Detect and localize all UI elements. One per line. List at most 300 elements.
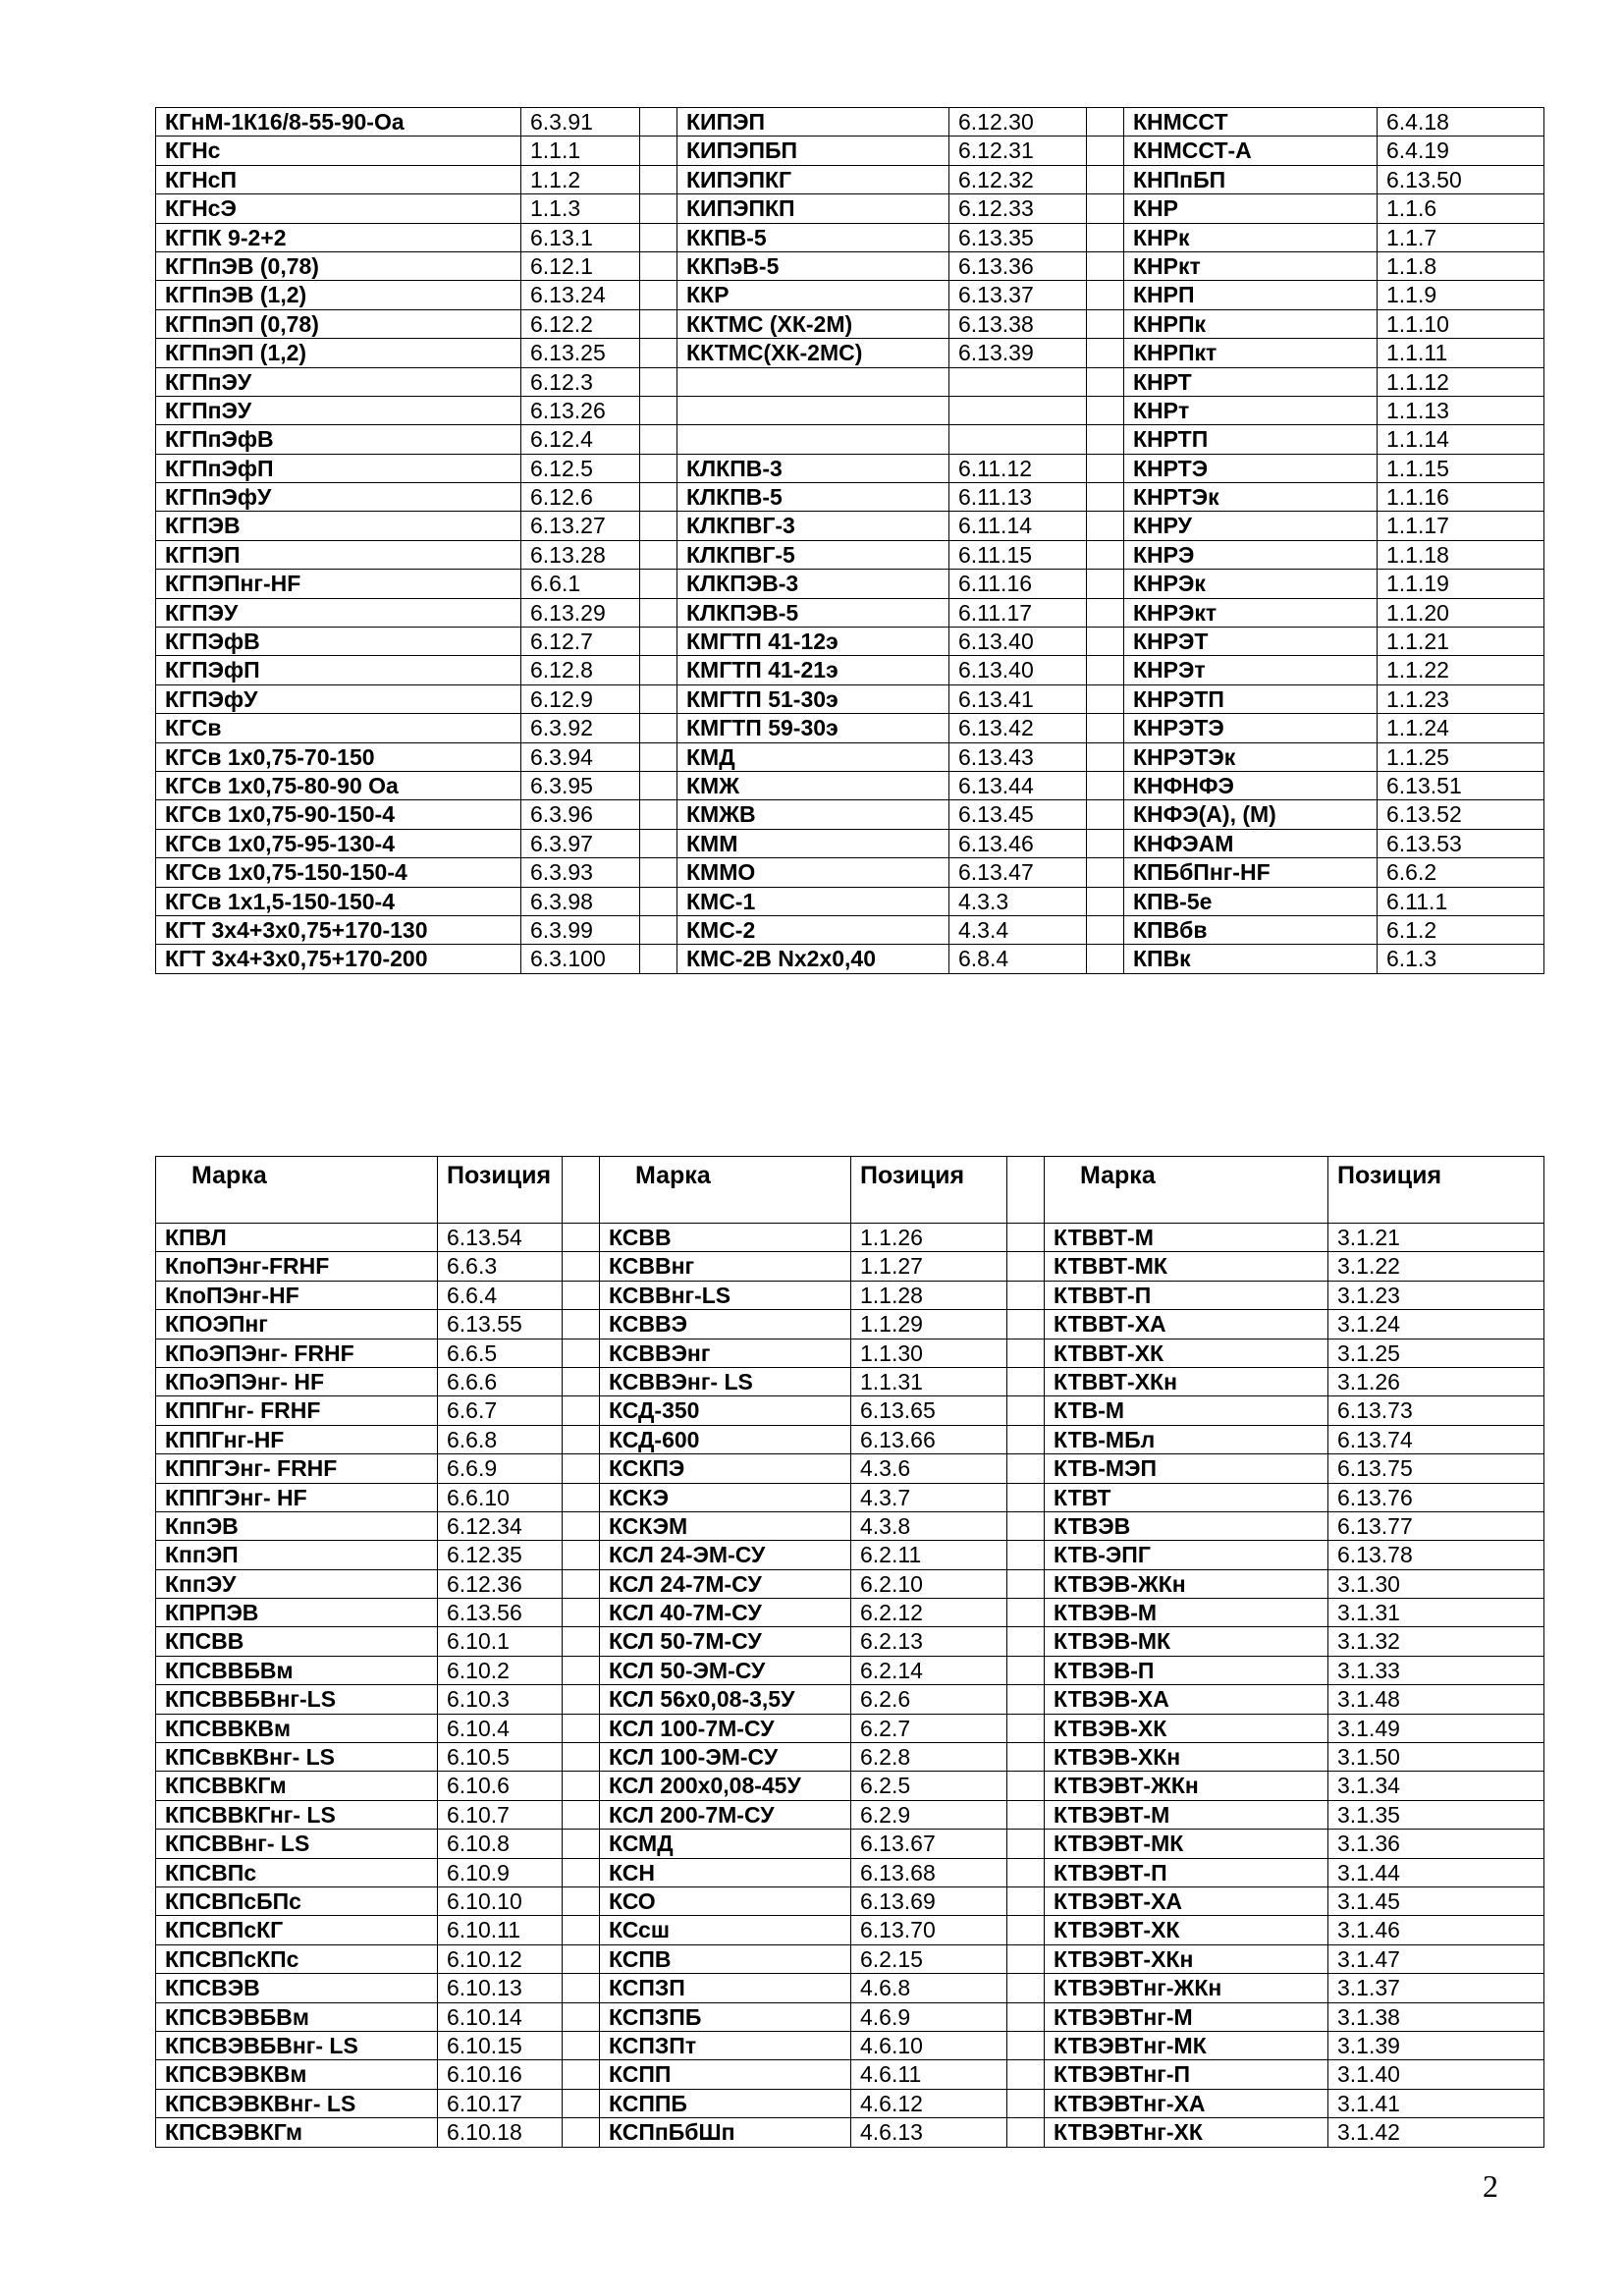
spacer-cell: [1087, 656, 1124, 684]
table-row: [156, 483, 1544, 512]
mark-cell: КСЛ 100-ЭМ-СУ: [600, 1743, 851, 1772]
mark-cell: КПСВВнг- LS: [156, 1830, 438, 1858]
spacer-cell: [563, 1656, 600, 1684]
spacer-cell: [640, 367, 677, 396]
table-row: [156, 656, 1544, 684]
mark-cell: КТВЭВТнг-ХА: [1045, 2089, 1328, 2117]
spacer-cell: [1007, 1511, 1045, 1540]
mark-cell: КГНс: [156, 137, 521, 165]
mark-cell: КНФЭ(А), (М): [1124, 800, 1378, 829]
mark-cell: КИПЭП: [677, 108, 949, 137]
header-mark-3: Марка: [1045, 1157, 1328, 1224]
spacer-cell: [1087, 309, 1124, 338]
spacer-cell: [1087, 829, 1124, 857]
position-cell: 6.6.7: [438, 1396, 563, 1425]
spacer-cell: [1007, 1599, 1045, 1627]
mark-cell: КГПЭПнг-HF: [156, 570, 521, 598]
position-cell: 6.11.17: [949, 598, 1087, 627]
position-cell: 3.1.21: [1328, 1224, 1544, 1252]
mark-cell: КНРТ: [1124, 367, 1378, 396]
mark-cell: КТВЭВТнг-МК: [1045, 2031, 1328, 2059]
mark-cell: КНРТЭ: [1124, 454, 1378, 482]
position-cell: 6.13.65: [851, 1396, 1007, 1425]
table-row: [156, 1886, 1544, 1915]
table-row: [156, 281, 1544, 309]
mark-cell: КППГЭнг- FRHF: [156, 1454, 438, 1483]
position-cell: 4.3.3: [949, 887, 1087, 915]
mark-cell: КпоПЭнг-HF: [156, 1281, 438, 1309]
position-cell: 1.1.27: [851, 1252, 1007, 1281]
position-cell: 6.3.94: [521, 742, 640, 771]
table-row: [156, 2002, 1544, 2031]
mark-cell: КНРЭ: [1124, 540, 1378, 569]
position-cell: 6.13.42: [949, 714, 1087, 742]
spacer-cell: [1007, 1541, 1045, 1569]
position-cell: 6.10.2: [438, 1656, 563, 1684]
spacer-cell: [1007, 1252, 1045, 1281]
spacer-cell: [640, 915, 677, 944]
table-row: [156, 887, 1544, 915]
mark-cell: КТВЭВ-ХК: [1045, 1714, 1328, 1742]
position-cell: 4.6.9: [851, 2002, 1007, 2031]
spacer-cell: [563, 1627, 600, 1656]
mark-cell: КЛКПВ-5: [677, 483, 949, 512]
spacer-cell: [563, 1974, 600, 2002]
mark-cell: КИПЭПКП: [677, 194, 949, 223]
mark-cell: КМС-2: [677, 915, 949, 944]
table-row: [156, 2118, 1544, 2147]
position-cell: 6.1.3: [1378, 945, 1544, 973]
table-row: [156, 1916, 1544, 1944]
table-row: [156, 1541, 1544, 1569]
position-cell: 6.6.3: [438, 1252, 563, 1281]
spacer-cell: [640, 800, 677, 829]
mark-cell: КТВВТ-ХА: [1045, 1310, 1328, 1339]
mark-cell: КППГЭнг- HF: [156, 1483, 438, 1511]
mark-cell: КСПЗПБ: [600, 2002, 851, 2031]
position-cell: 6.12.35: [438, 1541, 563, 1569]
mark-cell: КГПЭУ: [156, 598, 521, 627]
header-mark-1: Марка: [156, 1157, 438, 1224]
position-cell: 6.6.4: [438, 1281, 563, 1309]
mark-cell: КСсш: [600, 1916, 851, 1944]
position-cell: 4.3.4: [949, 915, 1087, 944]
position-cell: 3.1.31: [1328, 1599, 1544, 1627]
spacer-cell: [1007, 1396, 1045, 1425]
spacer-cell: [640, 656, 677, 684]
position-cell: 6.13.46: [949, 829, 1087, 857]
position-cell: 6.2.12: [851, 1599, 1007, 1627]
spacer-cell: [640, 714, 677, 742]
table-row: [156, 1483, 1544, 1511]
mark-cell: КНРПк: [1124, 309, 1378, 338]
spacer-cell: [1087, 742, 1124, 771]
table-row: [156, 1830, 1544, 1858]
spacer-cell: [563, 1367, 600, 1395]
position-cell: 4.6.12: [851, 2089, 1007, 2117]
table-row: [156, 1310, 1544, 1339]
mark-cell: КГПпЭфП: [156, 454, 521, 482]
mark-cell: КппЭВ: [156, 1511, 438, 1540]
spacer-cell: [1007, 1743, 1045, 1772]
mark-cell: КГПпЭфУ: [156, 483, 521, 512]
position-cell: 1.1.20: [1378, 598, 1544, 627]
position-cell: 1.1.3: [521, 194, 640, 223]
position-cell: 6.13.47: [949, 858, 1087, 887]
position-cell: 6.6.10: [438, 1483, 563, 1511]
mark-cell: КМГТП 41-21э: [677, 656, 949, 684]
position-cell: 3.1.49: [1328, 1714, 1544, 1742]
position-cell: 6.10.5: [438, 1743, 563, 1772]
position-cell: 6.6.8: [438, 1425, 563, 1453]
position-cell: 1.1.6: [1378, 194, 1544, 223]
table-row: [156, 829, 1544, 857]
mark-cell: КГПпЭВ (1,2): [156, 281, 521, 309]
spacer-cell: [563, 1425, 600, 1453]
position-cell: 6.12.7: [521, 628, 640, 656]
position-cell: 3.1.46: [1328, 1916, 1544, 1944]
spacer-cell: [1007, 1339, 1045, 1367]
spacer-cell: [563, 1281, 600, 1309]
mark-cell: КПСВВКВм: [156, 1714, 438, 1742]
position-cell: 6.13.35: [949, 223, 1087, 251]
mark-cell: КНРП: [1124, 281, 1378, 309]
mark-cell: КТВ-М: [1045, 1396, 1328, 1425]
position-cell: 6.12.6: [521, 483, 640, 512]
mark-cell: КСМД: [600, 1830, 851, 1858]
spacer-cell: [1087, 137, 1124, 165]
mark-cell: КГПпЭП (1,2): [156, 339, 521, 367]
position-cell: 6.6.2: [1378, 858, 1544, 887]
position-cell: 6.13.37: [949, 281, 1087, 309]
spacer-cell: [1087, 887, 1124, 915]
spacer-cell: [640, 281, 677, 309]
spacer-cell: [1007, 2089, 1045, 2117]
mark-cell: КСЛ 100-7М-СУ: [600, 1714, 851, 1742]
position-cell: 6.2.14: [851, 1656, 1007, 1684]
spacer-cell: [563, 1858, 600, 1886]
spacer-cell: [563, 1511, 600, 1540]
mark-cell: КПоЭПЭнг- HF: [156, 1367, 438, 1395]
position-cell: 6.12.8: [521, 656, 640, 684]
mark-cell: КНФЭАМ: [1124, 829, 1378, 857]
spacer-cell: [640, 454, 677, 482]
mark-cell: КПСВПсКПс: [156, 1944, 438, 1973]
mark-cell: КпоПЭнг-FRHF: [156, 1252, 438, 1281]
mark-cell: КГТ 3х4+3х0,75+170-130: [156, 915, 521, 944]
mark-cell: КТВЭВ-ХКн: [1045, 1743, 1328, 1772]
mark-cell: КПБбПнг-HF: [1124, 858, 1378, 887]
mark-cell: КТВЭВТ-ХКн: [1045, 1944, 1328, 1973]
mark-cell: КПОЭПнг: [156, 1310, 438, 1339]
table-row: [156, 742, 1544, 771]
position-cell: 6.13.24: [521, 281, 640, 309]
position-cell: 6.4.18: [1378, 108, 1544, 137]
mark-cell: КЛКПВГ-3: [677, 512, 949, 540]
spacer-cell: [1087, 714, 1124, 742]
position-cell: 6.10.12: [438, 1944, 563, 1973]
mark-cell: КПСВЭВБВнг- LS: [156, 2031, 438, 2059]
position-cell: 1.1.9: [1378, 281, 1544, 309]
mark-cell: КТВВТ-П: [1045, 1281, 1328, 1309]
mark-cell: КГПК 9-2+2: [156, 223, 521, 251]
mark-cell: КНРЭТЭк: [1124, 742, 1378, 771]
spacer-cell: [1007, 1886, 1045, 1915]
spacer-cell: [1007, 1656, 1045, 1684]
spacer-cell: [1007, 1916, 1045, 1944]
mark-cell: КНРЭк: [1124, 570, 1378, 598]
spacer-cell: [1007, 1425, 1045, 1453]
table-row: [156, 2031, 1544, 2059]
mark-cell: КСВВЭнг: [600, 1339, 851, 1367]
position-cell: 6.11.1: [1378, 887, 1544, 915]
mark-cell: ККПэВ-5: [677, 251, 949, 280]
position-cell: 4.3.7: [851, 1483, 1007, 1511]
position-cell: 6.12.32: [949, 165, 1087, 193]
mark-cell: КСВВЭ: [600, 1310, 851, 1339]
spacer-cell: [1007, 1367, 1045, 1395]
spacer-cell: [640, 829, 677, 857]
spacer-cell: [563, 1916, 600, 1944]
spacer-cell: [640, 108, 677, 137]
position-cell: 1.1.11: [1378, 339, 1544, 367]
mark-cell: КТВЭВТ-ЖКн: [1045, 1772, 1328, 1800]
table-row: [156, 1627, 1544, 1656]
spacer-cell: [640, 598, 677, 627]
mark-cell: КНР: [1124, 194, 1378, 223]
position-cell: 4.6.8: [851, 1974, 1007, 2002]
spacer-cell: [563, 1310, 600, 1339]
mark-cell: КСКЭ: [600, 1483, 851, 1511]
position-cell: 6.13.75: [1328, 1454, 1544, 1483]
position-cell: 6.12.2: [521, 309, 640, 338]
position-cell: 3.1.25: [1328, 1339, 1544, 1367]
mark-cell: КПоЭПЭнг- FRHF: [156, 1339, 438, 1367]
position-cell: 6.10.3: [438, 1685, 563, 1714]
position-cell: 6.13.56: [438, 1599, 563, 1627]
mark-cell: КПВбв: [1124, 915, 1378, 944]
mark-cell: КМС-1: [677, 887, 949, 915]
position-cell: 6.13.50: [1378, 165, 1544, 193]
spacer-cell: [1087, 339, 1124, 367]
table-row: [156, 1599, 1544, 1627]
mark-cell: КПСВВКГм: [156, 1772, 438, 1800]
spacer-cell: [1087, 512, 1124, 540]
mark-cell: ККТМС(ХК-2МС): [677, 339, 949, 367]
position-cell: 4.6.10: [851, 2031, 1007, 2059]
mark-cell: КГСв 1х1,5-150-150-4: [156, 887, 521, 915]
position-cell: 6.11.14: [949, 512, 1087, 540]
spacer-cell: [563, 1886, 600, 1915]
mark-cell: КСПЗП: [600, 1974, 851, 2002]
spacer-cell: [1087, 425, 1124, 454]
mark-cell: КСПП: [600, 2060, 851, 2089]
table-row: [156, 309, 1544, 338]
mark-cell: КММ: [677, 829, 949, 857]
position-cell: 1.1.17: [1378, 512, 1544, 540]
spacer-cell: [563, 1685, 600, 1714]
spacer-cell: [1007, 2060, 1045, 2089]
mark-cell: КПСВЭВКГм: [156, 2118, 438, 2147]
position-cell: 6.3.99: [521, 915, 640, 944]
position-cell: 6.13.27: [521, 512, 640, 540]
table-row: [156, 858, 1544, 887]
position-cell: 6.13.69: [851, 1886, 1007, 1915]
position-cell: [949, 425, 1087, 454]
position-cell: 6.12.5: [521, 454, 640, 482]
position-cell: 3.1.48: [1328, 1685, 1544, 1714]
position-cell: 6.13.43: [949, 742, 1087, 771]
mark-cell: КНРТЭк: [1124, 483, 1378, 512]
table-row: [156, 512, 1544, 540]
position-cell: 6.10.17: [438, 2089, 563, 2117]
position-cell: 6.13.53: [1378, 829, 1544, 857]
mark-cell: КСД-600: [600, 1425, 851, 1453]
mark-cell: КПВЛ: [156, 1224, 438, 1252]
position-cell: [949, 396, 1087, 424]
mark-cell: КСВВнг: [600, 1252, 851, 1281]
position-cell: 6.12.33: [949, 194, 1087, 223]
position-cell: 6.10.10: [438, 1886, 563, 1915]
spacer-cell: [1007, 1281, 1045, 1309]
table-row: [156, 1714, 1544, 1742]
header-mark-2: Марка: [600, 1157, 851, 1224]
table-row: [156, 1281, 1544, 1309]
position-cell: 6.2.10: [851, 1569, 1007, 1598]
mark-cell: КСППБ: [600, 2089, 851, 2117]
cable-index-table-1: [155, 107, 1544, 974]
mark-cell: КНПпБП: [1124, 165, 1378, 193]
position-cell: 1.1.16: [1378, 483, 1544, 512]
mark-cell: КСВВ: [600, 1224, 851, 1252]
header-position-3: Позиция: [1328, 1157, 1544, 1224]
spacer-cell: [563, 2060, 600, 2089]
position-cell: 6.12.1: [521, 251, 640, 280]
mark-cell: КТВЭВТ-ХА: [1045, 1886, 1328, 1915]
position-cell: 6.11.16: [949, 570, 1087, 598]
mark-cell: КГПпЭП (0,78): [156, 309, 521, 338]
position-cell: 6.13.70: [851, 1916, 1007, 1944]
table-row: [156, 915, 1544, 944]
position-cell: 6.3.100: [521, 945, 640, 973]
mark-cell: КНРЭт: [1124, 656, 1378, 684]
spacer-cell: [1007, 2118, 1045, 2147]
mark-cell: КМС-2В Nх2х0,40: [677, 945, 949, 973]
position-cell: 6.11.13: [949, 483, 1087, 512]
page-number: 2: [1483, 2168, 1498, 2204]
table-row: [156, 396, 1544, 424]
spacer-cell: [1087, 251, 1124, 280]
spacer-cell: [1087, 367, 1124, 396]
spacer-cell: [640, 887, 677, 915]
mark-cell: КПСввКВнг- LS: [156, 1743, 438, 1772]
table-row: [156, 223, 1544, 251]
mark-cell: КГПЭП: [156, 540, 521, 569]
spacer-cell: [1087, 858, 1124, 887]
mark-cell: КГПЭфП: [156, 656, 521, 684]
table-row: [156, 454, 1544, 482]
spacer-cell: [563, 1743, 600, 1772]
position-cell: 3.1.26: [1328, 1367, 1544, 1395]
spacer-cell: [563, 2118, 600, 2147]
spacer-cell: [1087, 281, 1124, 309]
mark-cell: КНМССТ: [1124, 108, 1378, 137]
spacer-cell: [563, 1714, 600, 1742]
spacer-cell: [640, 628, 677, 656]
position-cell: 1.1.15: [1378, 454, 1544, 482]
mark-cell: КЛКПВГ-5: [677, 540, 949, 569]
position-cell: 6.1.2: [1378, 915, 1544, 944]
mark-cell: [677, 396, 949, 424]
mark-cell: КТВ-ЭПГ: [1045, 1541, 1328, 1569]
mark-cell: КТВВТ-М: [1045, 1224, 1328, 1252]
mark-cell: КМГТП 59-30э: [677, 714, 949, 742]
spacer-cell: [563, 1541, 600, 1569]
spacer-cell: [1007, 2031, 1045, 2059]
position-cell: 4.3.6: [851, 1454, 1007, 1483]
position-cell: 6.13.55: [438, 1310, 563, 1339]
position-cell: 1.1.19: [1378, 570, 1544, 598]
mark-cell: КГПЭфУ: [156, 684, 521, 713]
position-cell: 6.13.36: [949, 251, 1087, 280]
position-cell: 3.1.50: [1328, 1743, 1544, 1772]
position-cell: 6.2.7: [851, 1714, 1007, 1742]
mark-cell: КПРПЭВ: [156, 1599, 438, 1627]
position-cell: 3.1.45: [1328, 1886, 1544, 1915]
spacer-cell: [563, 1830, 600, 1858]
position-cell: 1.1.22: [1378, 656, 1544, 684]
spacer-cell: [1087, 684, 1124, 713]
spacer-cell: [563, 1569, 600, 1598]
mark-cell: КТВЭВТнг-ХК: [1045, 2118, 1328, 2147]
position-cell: 6.13.28: [521, 540, 640, 569]
spacer-cell: [1007, 1800, 1045, 1829]
mark-cell: КПВ-5е: [1124, 887, 1378, 915]
position-cell: 6.13.44: [949, 771, 1087, 799]
position-cell: 3.1.44: [1328, 1858, 1544, 1886]
mark-cell: КИПЭПБП: [677, 137, 949, 165]
header-position-2: Позиция: [851, 1157, 1007, 1224]
position-cell: 6.3.91: [521, 108, 640, 137]
mark-cell: КНРЭкт: [1124, 598, 1378, 627]
position-cell: 6.13.38: [949, 309, 1087, 338]
mark-cell: КСКПЭ: [600, 1454, 851, 1483]
position-cell: 6.12.34: [438, 1511, 563, 1540]
mark-cell: КСЛ 40-7М-СУ: [600, 1599, 851, 1627]
position-cell: 6.2.11: [851, 1541, 1007, 1569]
position-cell: 1.1.7: [1378, 223, 1544, 251]
position-cell: 6.3.97: [521, 829, 640, 857]
position-cell: 6.10.9: [438, 1858, 563, 1886]
table-row: [156, 1339, 1544, 1367]
mark-cell: КТВЭВТ-ХК: [1045, 1916, 1328, 1944]
mark-cell: КСЛ 24-7М-СУ: [600, 1569, 851, 1598]
position-cell: 6.13.39: [949, 339, 1087, 367]
spacer-cell: [640, 540, 677, 569]
position-cell: 6.10.4: [438, 1714, 563, 1742]
position-cell: 6.10.18: [438, 2118, 563, 2147]
position-cell: 6.11.15: [949, 540, 1087, 569]
header-position-1: Позиция: [438, 1157, 563, 1224]
mark-cell: КНРЭТЭ: [1124, 714, 1378, 742]
table-row: [156, 540, 1544, 569]
position-cell: 3.1.39: [1328, 2031, 1544, 2059]
spacer-cell: [640, 771, 677, 799]
mark-cell: КММО: [677, 858, 949, 887]
position-cell: 6.12.36: [438, 1569, 563, 1598]
mark-cell: КТВТ: [1045, 1483, 1328, 1511]
position-cell: 1.1.14: [1378, 425, 1544, 454]
